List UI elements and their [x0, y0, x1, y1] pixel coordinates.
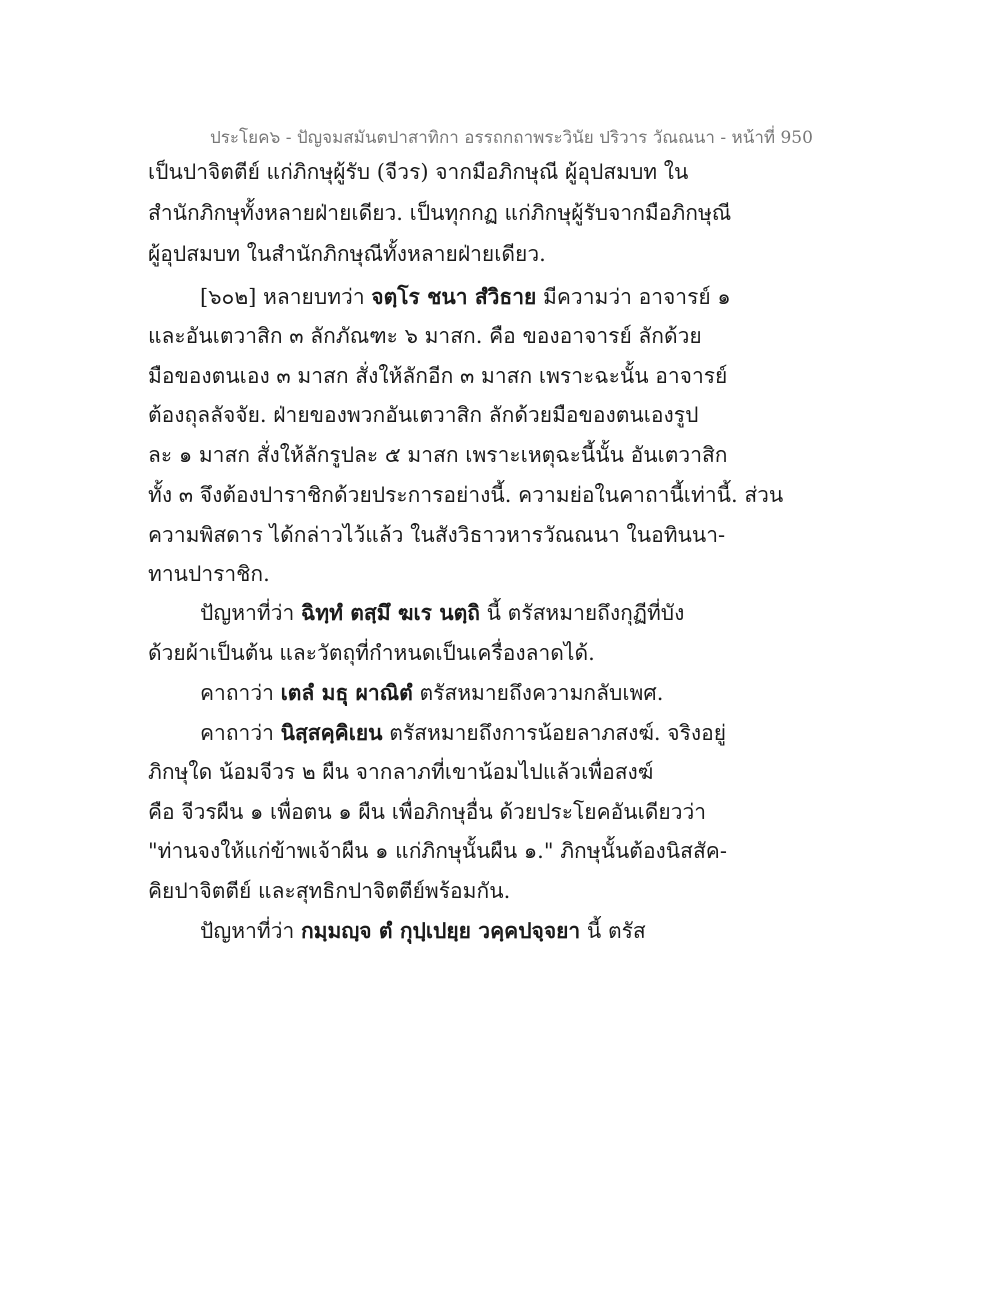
- line-text: นี้ ตรัสหมายถึงกุฏีที่บัง: [479, 601, 685, 625]
- pali-term: จตฺโร ชนา สํวิธาย: [371, 284, 537, 309]
- body-line: [148, 198, 731, 228]
- line-text: ผู้อุปสมบท ในสำนักภิกษุณีทั้งหลายฝ่ายเดียว.: [148, 242, 546, 266]
- body-line: [148, 797, 706, 827]
- page-header: ประโยค๖ - ปัญจมสมันตปาสาทิกา อรรถกถาพระวินัย ปริวาร วัณณนา - หน้าที่ 950: [210, 128, 813, 148]
- line-text: ปัญหาที่ว่า: [200, 919, 301, 943]
- pali-term: เตลํ มธุ ผาณิตํ: [280, 680, 413, 705]
- line-text: คาถาว่า: [200, 681, 281, 705]
- line-text: มือของตนเอง ๓ มาสก สั่งให้ลักอีก ๓ มาสก เพราะฉะนั้น อาจารย์: [148, 364, 728, 388]
- body-line: [148, 520, 725, 550]
- body-line: [148, 239, 546, 269]
- line-text: เป็นปาจิตตีย์ แก่ภิกษุผู้รับ (จีวร) จากมือภิกษุณี ผู้อุปสมบท ใน: [148, 160, 689, 184]
- body-line: [148, 480, 783, 510]
- body-line: [148, 157, 688, 187]
- pali-term: นิสฺสคฺคิเยน: [280, 720, 383, 745]
- line-text: มีความว่า อาจารย์ ๑: [536, 285, 731, 309]
- line-text: ด้วยผ้าเป็นต้น และวัตถุที่กำหนดเป็นเครื่องลาดได้.: [148, 641, 595, 665]
- line-text: ต้องถุลลัจจัย. ฝ่ายของพวกอันเตวาสิก ลักด้วยมือของตนเองรูป: [148, 403, 699, 427]
- line-text: ละ ๑ มาสก สั่งให้ลักรูปละ ๕ มาสก เพราะเหตุฉะนี้นั้น อันเตวาสิก: [148, 443, 728, 467]
- line-text: [๖๐๒] หลายบทว่า: [200, 285, 372, 309]
- line-text: ปัญหาที่ว่า: [200, 601, 301, 625]
- body-line: [148, 757, 653, 787]
- line-text: คือ จีวรผืน ๑ เพื่อตน ๑ ผืน เพื่อภิกษุอื่น ด้วยประโยคอันเดียวว่า: [148, 800, 707, 824]
- line-text: สำนักภิกษุทั้งหลายฝ่ายเดียว. เป็นทุกกฏ แก่ภิกษุผู้รับจากมือภิกษุณี: [148, 201, 732, 225]
- line-text: ภิกษุใด น้อมจีวร ๒ ผืน จากลาภที่เขาน้อมไปแล้วเพื่อสงฆ์: [148, 760, 654, 784]
- body-line: [200, 678, 663, 708]
- line-text: คิยปาจิตตีย์ และสุทธิกปาจิตตีย์พร้อมกัน.: [148, 879, 511, 903]
- pali-term: กมฺมญฺจ ตํ กุปฺเปยฺย วคฺคปจฺจยา: [300, 918, 581, 943]
- line-text: ตรัสหมายถึงความกลับเพศ.: [412, 681, 664, 705]
- body-line: [148, 440, 728, 470]
- line-text: คาถาว่า: [200, 721, 281, 745]
- body-line: [200, 718, 726, 748]
- body-line: [200, 282, 731, 312]
- line-text: ความพิสดาร ได้กล่าวไว้แล้ว ในสังวิธาวหารวัณณนา ในอทินนา-: [148, 523, 726, 547]
- pali-term: ฉิทฺทํ ตสฺมึ ฆเร นตฺถิ: [300, 600, 480, 625]
- body-line: [148, 876, 510, 906]
- line-text: ทานปาราชิก.: [148, 562, 270, 586]
- body-line: [148, 638, 595, 668]
- body-line: [148, 361, 727, 391]
- body-line: [200, 916, 646, 946]
- body-line: [148, 836, 727, 866]
- line-text: "ท่านจงให้แก่ข้าพเจ้าผืน ๑ แก่ภิกษุนั้นผืน ๑." ภิกษุนั้นต้องนิสสัค-: [148, 839, 727, 863]
- line-text: และอันเตวาสิก ๓ ลักภัณฑะ ๖ มาสก. คือ ของอาจารย์ ลักด้วย: [148, 324, 702, 348]
- line-text: นี้ ตรัส: [580, 919, 646, 943]
- line-text: ตรัสหมายถึงการน้อยลาภสงฆ์. จริงอยู่: [382, 721, 727, 745]
- line-text: ทั้ง ๓ จึงต้องปาราชิกด้วยประการอย่างนี้. ความย่อในคาถานี้เท่านี้. ส่วน: [148, 483, 784, 507]
- body-line: [200, 598, 684, 628]
- body-line: [148, 321, 702, 351]
- body-line: [148, 400, 698, 430]
- body-line: [148, 559, 270, 589]
